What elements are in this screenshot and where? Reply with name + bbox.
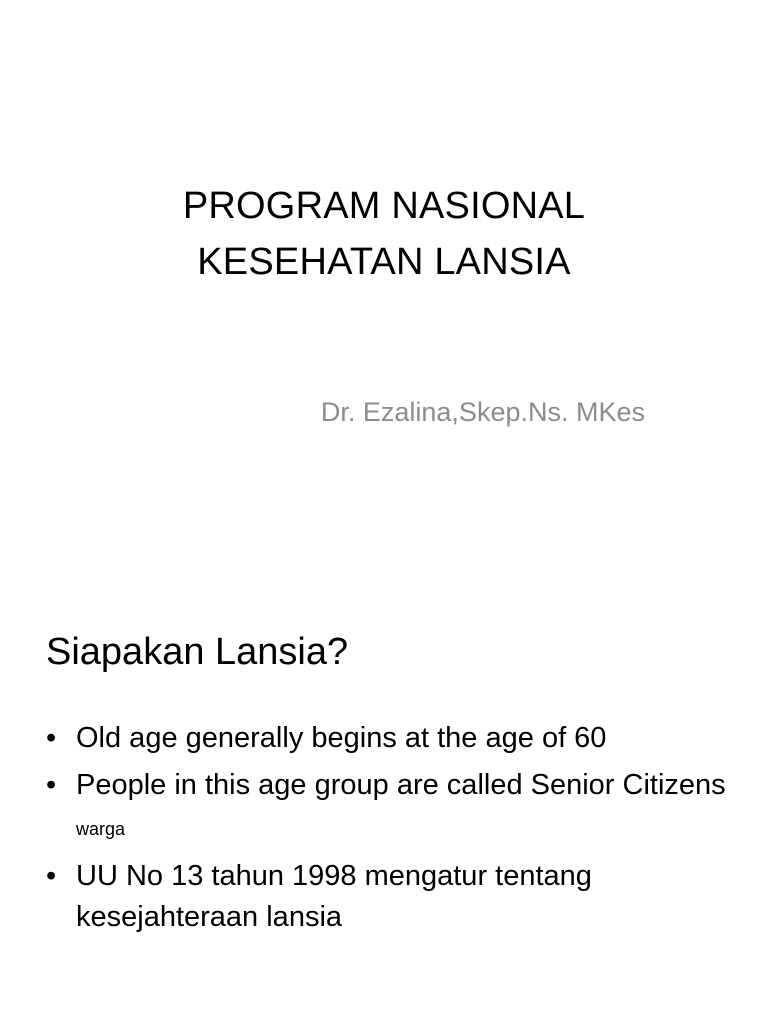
bullet-icon: • [46,769,57,801]
bullet-text: UU No 13 tahun 1998 mengatur tentang kesejahteraan lansia [76,860,592,933]
bullet-item [46,765,726,850]
bullet-text: People in this age group are called Senior Citizens [76,769,726,801]
slide-heading: Siapakan Lansia? [46,631,349,673]
title-line-2: KESEHATAN LANSIA [197,241,571,283]
slide-content [0,576,768,1024]
bullet-list [46,718,726,944]
slide-title-text [0,178,768,290]
bullet-item [46,856,726,938]
title-line-1: PROGRAM NASIONAL [182,185,586,227]
bullet-icon: • [46,860,57,892]
bullet-item [46,718,726,759]
bullet-text: Old age generally begins at the age of 60 [76,722,607,754]
bullet-icon: • [46,722,57,754]
bullet-small-note: warga [76,819,126,839]
author-subtitle: Dr. Ezalina,Skep.Ns. MKes [320,397,645,427]
